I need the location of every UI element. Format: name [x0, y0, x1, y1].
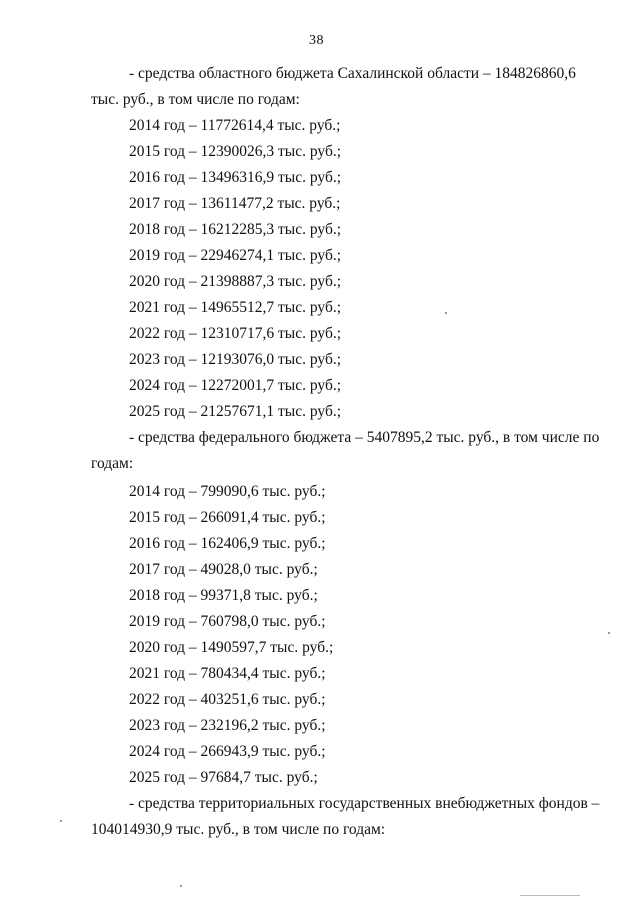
federal-year-line: 2020 год – 1490597,7 тыс. руб.;: [129, 639, 334, 656]
federal-budget-heading: - средства федерального бюджета – 5407895,2 тыс. руб., в том числе по: [129, 429, 600, 446]
regional-year-line: 2014 год – 11772614,4 тыс. руб.;: [129, 117, 341, 134]
scan-speck: [445, 312, 447, 314]
federal-year-line: 2016 год – 162406,9 тыс. руб.;: [129, 535, 326, 552]
regional-year-line: 2015 год – 12390026,3 тыс. руб.;: [129, 143, 342, 160]
federal-year-line: 2021 год – 780434,4 тыс. руб.;: [129, 665, 326, 682]
regional-budget-heading: - средства областного бюджета Сахалинской области – 184826860,6: [129, 65, 576, 82]
regional-year-line: 2019 год – 22946274,1 тыс. руб.;: [129, 247, 342, 264]
regional-year-line: 2020 год – 21398887,3 тыс. руб.;: [129, 273, 342, 290]
federal-year-line: 2022 год – 403251,6 тыс. руб.;: [129, 691, 326, 708]
page-number: 38: [309, 33, 324, 48]
federal-year-line: 2017 год – 49028,0 тыс. руб.;: [129, 561, 318, 578]
regional-year-line: 2017 год – 13611477,2 тыс. руб.;: [129, 195, 341, 212]
federal-year-line: 2018 год – 99371,8 тыс. руб.;: [129, 587, 318, 604]
territorial-funds-heading: - средства территориальных государственных внебюджетных фондов –: [129, 795, 600, 812]
regional-year-line: 2021 год – 14965512,7 тыс. руб.;: [129, 299, 342, 316]
federal-year-line: 2024 год – 266943,9 тыс. руб.;: [129, 743, 326, 760]
scan-speck: [60, 820, 62, 822]
regional-year-line: 2018 год – 16212285,3 тыс. руб.;: [129, 221, 342, 238]
regional-year-line: 2024 год – 12272001,7 тыс. руб.;: [129, 377, 342, 394]
regional-year-line: 2022 год – 12310717,6 тыс. руб.;: [129, 325, 342, 342]
regional-year-line: 2023 год – 12193076,0 тыс. руб.;: [129, 351, 342, 368]
federal-year-line: 2019 год – 760798,0 тыс. руб.;: [129, 613, 326, 630]
scan-speck: [608, 632, 610, 634]
scan-line: [520, 895, 580, 896]
regional-year-line: 2025 год – 21257671,1 тыс. руб.;: [129, 403, 342, 420]
scan-speck: [180, 885, 182, 887]
federal-year-line: 2023 год – 232196,2 тыс. руб.;: [129, 717, 326, 734]
regional-year-line: 2016 год – 13496316,9 тыс. руб.;: [129, 169, 342, 186]
federal-year-line: 2025 год – 97684,7 тыс. руб.;: [129, 769, 318, 786]
federal-year-line: 2015 год – 266091,4 тыс. руб.;: [129, 509, 326, 526]
territorial-funds-heading-cont: 104014930,9 тыс. руб., в том числе по годам:: [91, 821, 386, 838]
federal-year-line: 2014 год – 799090,6 тыс. руб.;: [129, 483, 326, 500]
federal-budget-heading-cont: годам:: [91, 455, 134, 472]
regional-budget-heading-cont: тыс. руб., в том числе по годам:: [91, 91, 300, 108]
